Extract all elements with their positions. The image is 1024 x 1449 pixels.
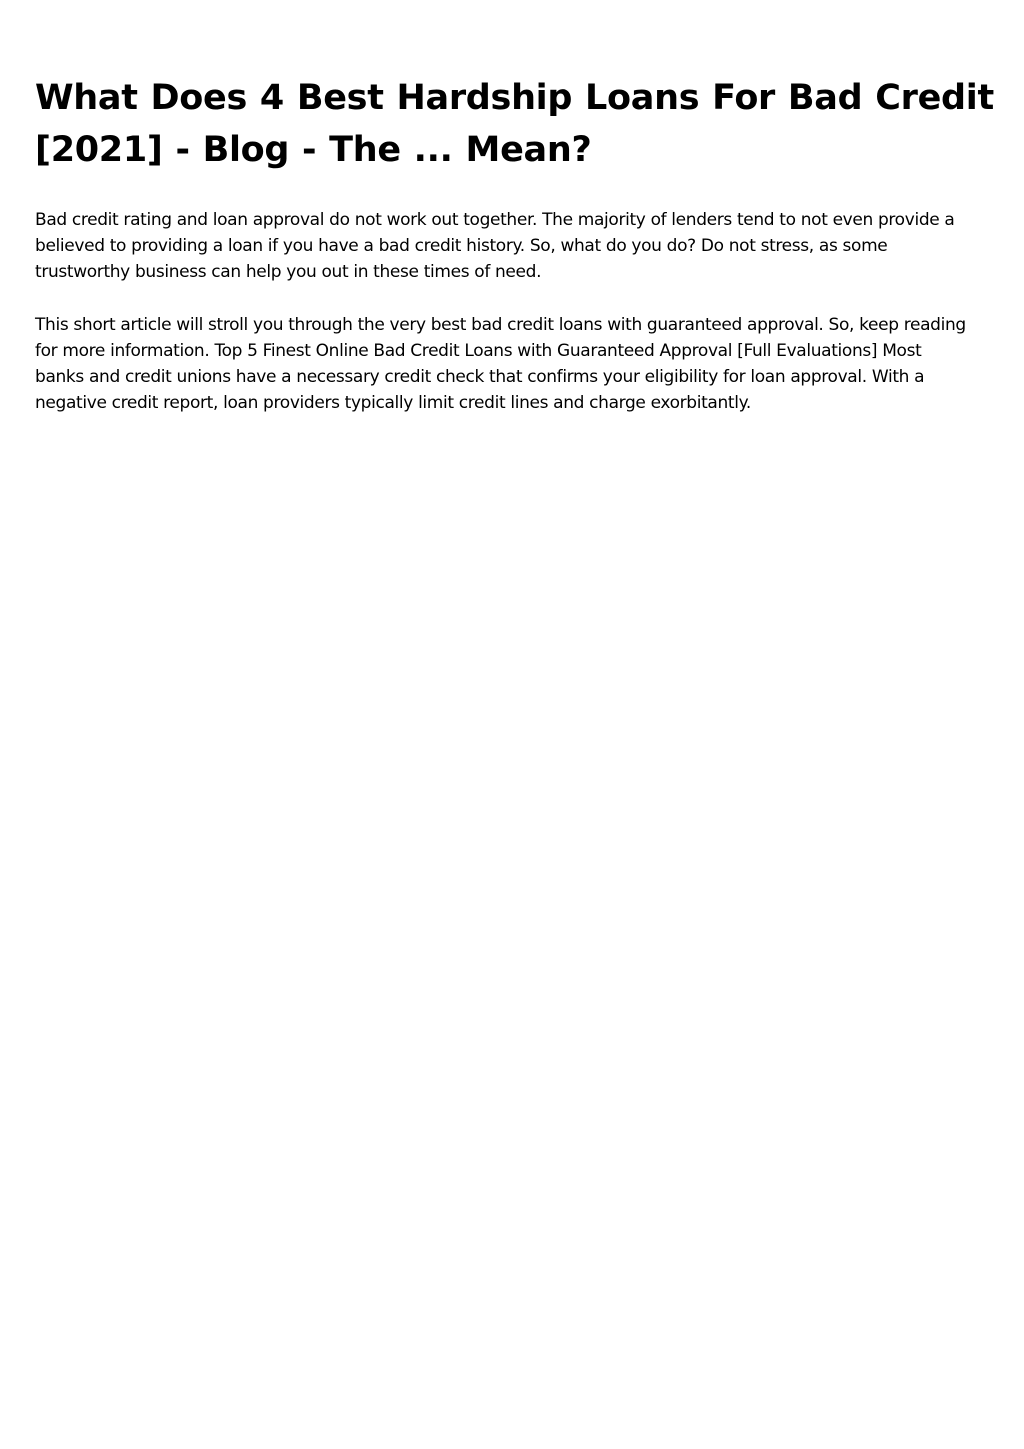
title-line: What Does 4 Best Hardship Loans For Bad Credit [35, 78, 994, 118]
paragraph-line: negative credit report, loan providers typically limit credit lines and charge exorbitantly. [35, 393, 751, 413]
paragraph-line: This short article will stroll you through the very best bad credit loans with guaranteed approval. So, keep reading [35, 315, 966, 335]
paragraph-line: banks and credit unions have a necessary credit check that confirms your eligibility for loan approval. With a [35, 367, 925, 387]
page-title [35, 72, 994, 176]
title-line: [2021] - Blog - The ... Mean? [35, 130, 592, 170]
document-page [35, 72, 994, 416]
paragraph-line: Bad credit rating and loan approval do not work out together. The majority of lenders tend to not even provide a [35, 210, 955, 230]
paragraph-line: believed to providing a loan if you have a bad credit history. So, what do you do? Do not stress, as some [35, 236, 888, 256]
body-paragraph [35, 207, 990, 285]
body-paragraph [35, 312, 990, 416]
paragraph-line: trustworthy business can help you out in these times of need. [35, 262, 542, 282]
paragraph-line: for more information. Top 5 Finest Online Bad Credit Loans with Guaranteed Approval [Full Evaluations] Most [35, 341, 922, 361]
